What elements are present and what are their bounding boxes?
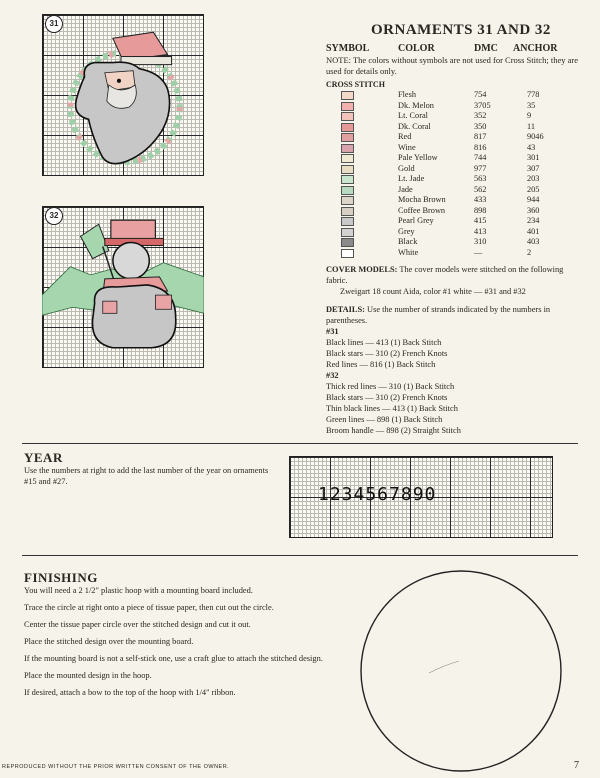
finishing-step: Trace the circle at right onto a piece of tissue paper, then cut out the circle. [24, 603, 274, 612]
color-anchor: 301 [527, 153, 540, 162]
details-line: Black stars — 310 (2) French Knots [326, 393, 448, 402]
col-anchor: ANCHOR [513, 43, 558, 54]
color-name: Gold [398, 163, 415, 173]
finishing-divider [22, 555, 578, 556]
color-dmc: 413 [474, 226, 487, 236]
color-swatch [341, 228, 354, 237]
color-anchor: 11 [527, 121, 535, 131]
color-anchor: 944 [527, 195, 540, 204]
year-heading: YEAR [24, 450, 63, 465]
color-name: Black [398, 237, 418, 246]
cover-models [326, 264, 584, 286]
color-anchor: 35 [527, 100, 536, 110]
finishing-step: You will need a 2 1/2" plastic hoop with a mounting board included. [24, 586, 253, 595]
cover-fabric: Zweigart 18 count Aida, color #1 white — #31 and #32 [340, 287, 526, 296]
color-swatch [341, 165, 354, 174]
chart-31-design [42, 14, 204, 176]
chart-32-design [42, 206, 204, 368]
color-anchor: 307 [527, 163, 540, 173]
color-dmc: 433 [474, 195, 487, 204]
color-name: Red [398, 132, 412, 141]
finishing-step: Center the tissue paper circle over the stitched design and cut it out. [24, 620, 251, 629]
details-line: Black lines — 413 (1) Back Stitch [326, 338, 442, 347]
finishing-steps [24, 585, 324, 704]
color-name: Flesh [398, 90, 416, 99]
col-dmc: DMC [474, 43, 498, 54]
color-name: Lt. Jade [398, 174, 425, 183]
details-line: Broom handle — 898 (2) Straight Stitch [326, 426, 461, 435]
color-name: Coffee Brown [398, 205, 446, 215]
tracing-circle [355, 565, 567, 777]
color-dmc: — [474, 247, 483, 257]
year-divider [22, 443, 578, 444]
details-32-head: #32 [326, 371, 339, 380]
details-32-list [326, 381, 461, 436]
color-dmc: 350 [474, 121, 487, 131]
cover-models-text: The cover models were stitched on the following fabric. [326, 265, 564, 285]
color-swatch [341, 249, 354, 258]
chart-32-badge: 32 [45, 207, 63, 225]
color-swatch [341, 186, 354, 195]
color-swatch [341, 196, 354, 205]
finishing-step: If desired, attach a bow to the top of the hoop with 1/4" ribbon. [24, 688, 236, 697]
note-text: NOTE: The colors without symbols are not used for Cross Stitch; they are used for details only. [326, 55, 578, 76]
color-dmc: 310 [474, 237, 487, 246]
finishing-step: Place the mounted design in the hoop. [24, 671, 152, 680]
page-number: 7 [574, 760, 579, 771]
color-name: Lt. Coral [398, 111, 428, 120]
chart-31-badge: 31 [45, 15, 63, 33]
color-anchor: 360 [527, 205, 540, 215]
col-symbol: SYMBOL [326, 43, 370, 54]
details-line: Black stars — 310 (2) French Knots [326, 349, 448, 358]
cross-stitch-label: CROSS STITCH [326, 80, 385, 89]
color-swatch [341, 91, 354, 100]
color-name: Grey [398, 226, 415, 236]
color-name: Dk. Melon [398, 100, 434, 110]
color-swatch [341, 112, 354, 121]
color-swatch [341, 133, 354, 142]
color-anchor: 2 [527, 247, 532, 257]
color-anchor: 205 [527, 184, 540, 194]
year-digits: 1234567890 [318, 484, 437, 505]
details-line: Red lines — 816 (1) Back Stitch [326, 360, 436, 369]
color-dmc: 977 [474, 163, 487, 173]
color-name: White [398, 247, 419, 257]
color-dmc: 563 [474, 174, 487, 183]
year-text: Use the numbers at right to add the last number of the year on ornaments #15 and #27. [24, 466, 269, 486]
color-swatch [341, 154, 354, 163]
finishing-step: Place the stitched design over the mounting board. [24, 637, 194, 646]
color-dmc: 744 [474, 153, 487, 162]
color-name: Jade [398, 184, 413, 194]
col-color: COLOR [398, 43, 435, 54]
color-dmc: 754 [474, 90, 487, 99]
color-anchor: 9 [527, 111, 532, 120]
details-31-list [326, 337, 447, 370]
page-title: ORNAMENTS 31 AND 32 [371, 22, 551, 38]
color-name: Pearl Grey [398, 216, 434, 225]
finishing-step: If the mounting board is not a self-stick one, use a craft glue to attach the stitched design. [24, 654, 323, 663]
color-anchor: 403 [527, 237, 540, 246]
color-dmc: 817 [474, 132, 487, 141]
details-line: Green lines — 898 (1) Back Stitch [326, 415, 443, 424]
footer-text: REPRODUCED WITHOUT THE PRIOR WRITTEN CONSENT OF THE OWNER. [2, 764, 230, 770]
details [326, 304, 584, 326]
color-dmc: 3705 [474, 100, 491, 110]
finishing-heading: FINISHING [24, 570, 98, 585]
color-swatch [341, 123, 354, 132]
color-name: Wine [398, 142, 416, 152]
color-anchor: 43 [527, 142, 536, 152]
details-31-head: #31 [326, 327, 339, 336]
color-anchor: 9046 [527, 132, 544, 141]
color-dmc: 352 [474, 111, 487, 120]
color-swatch [341, 102, 354, 111]
details-text: Use the number of strands indicated by the numbers in parentheses. [326, 305, 551, 325]
color-dmc: 562 [474, 184, 487, 194]
color-swatch [341, 207, 354, 216]
color-anchor: 234 [527, 216, 540, 225]
color-swatch [341, 144, 354, 153]
color-dmc: 415 [474, 216, 487, 225]
details-line: Thin black lines — 413 (1) Back Stitch [326, 404, 458, 413]
cover-models-label: COVER MODELS: [326, 265, 398, 274]
color-swatch [341, 217, 354, 226]
details-label: DETAILS: [326, 305, 365, 314]
color-name: Mocha Brown [398, 195, 446, 204]
color-name: Dk. Coral [398, 121, 431, 131]
color-anchor: 778 [527, 90, 540, 99]
color-name: Pale Yellow [398, 153, 438, 162]
color-dmc: 816 [474, 142, 487, 152]
color-swatch [341, 175, 354, 184]
color-anchor: 203 [527, 174, 540, 183]
color-anchor: 401 [527, 226, 540, 236]
color-swatch [341, 238, 354, 247]
details-line: Thick red lines — 310 (1) Back Stitch [326, 382, 455, 391]
color-dmc: 898 [474, 205, 487, 215]
